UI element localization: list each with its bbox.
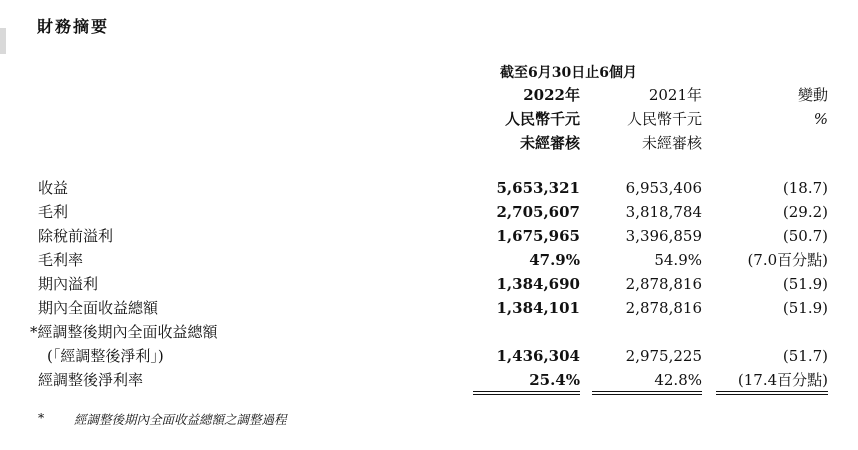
col1-currency: 人民幣千元 (504, 110, 580, 128)
row-gross-profit-2021: 3,818,784 (625, 203, 702, 221)
row-label-period-profit: 期內溢利 (38, 275, 99, 293)
row-gross-margin-2022: 47.9% (529, 251, 580, 269)
row-label-adjusted-net-margin: 經調整後淨利率 (38, 371, 144, 389)
col1-year: 2022年 (523, 86, 580, 104)
col2-double-underline-top (592, 391, 702, 392)
row-adjusted-net-margin-2021: 42.8% (654, 371, 702, 389)
row-gross-margin-change: (7.0百分點) (747, 251, 828, 269)
row-total-comprehensive-income-2022: 1,384,101 (496, 299, 580, 317)
row-period-profit-2021: 2,878,816 (625, 275, 702, 293)
col3-label: 變動 (797, 86, 828, 104)
col1-double-underline-top (473, 391, 580, 392)
row-label-gross-profit: 毛利 (38, 203, 69, 221)
row-adjusted-income-change: (51.7) (782, 347, 828, 365)
row-adjusted-income-2021: 2,975,225 (625, 347, 702, 365)
page-edge-marker (0, 28, 6, 54)
row-label-profit-before-tax: 除稅前溢利 (38, 227, 114, 245)
period-header: 截至6月30日止6個月 (500, 65, 637, 81)
row-revenue-change: (18.7) (782, 179, 828, 197)
col1-double-underline-bottom (473, 394, 580, 395)
row-label-gross-margin: 毛利率 (38, 251, 84, 269)
row-gross-profit-2022: 2,705,607 (496, 203, 580, 221)
row-gross-margin-2021: 54.9% (654, 251, 702, 269)
col3-double-underline-top (716, 391, 828, 392)
row-label-revenue: 收益 (38, 179, 69, 197)
row-label-adjusted-net-profit: (「經調整後淨利」) (47, 347, 164, 365)
row-adjusted-net-margin-change: (17.4百分點) (737, 371, 828, 389)
col2-currency: 人民幣千元 (626, 110, 702, 128)
row-profit-before-tax-2022: 1,675,965 (496, 227, 580, 245)
row-adjusted-income-2022: 1,436,304 (496, 347, 580, 365)
row-revenue-2022: 5,653,321 (496, 179, 580, 197)
row-profit-before-tax-2021: 3,396,859 (625, 227, 702, 245)
col1-audit: 未經審核 (519, 134, 580, 152)
row-label-adjusted-income: *經調整後期內全面收益總額 (30, 323, 218, 341)
col2-audit: 未經審核 (641, 134, 702, 152)
col2-double-underline-bottom (592, 394, 702, 395)
row-revenue-2021: 6,953,406 (625, 179, 702, 197)
row-profit-before-tax-change: (50.7) (782, 227, 828, 245)
row-total-comprehensive-income-2021: 2,878,816 (625, 299, 702, 317)
row-total-comprehensive-income-change: (51.9) (782, 299, 828, 317)
col3-double-underline-bottom (716, 394, 828, 395)
row-period-profit-2022: 1,384,690 (496, 275, 580, 293)
row-gross-profit-change: (29.2) (782, 203, 828, 221)
footnote-mark: * (38, 410, 45, 425)
col2-year: 2021年 (648, 86, 702, 104)
section-title: 財務摘要 (37, 17, 110, 36)
row-period-profit-change: (51.9) (782, 275, 828, 293)
row-adjusted-net-margin-2022: 25.4% (529, 371, 580, 389)
col3-unit: % (813, 110, 828, 128)
row-label-total-comprehensive-income: 期內全面收益總額 (38, 299, 159, 317)
footnote-text: 經調整後期內全面收益總額之調整過程 (74, 412, 287, 427)
